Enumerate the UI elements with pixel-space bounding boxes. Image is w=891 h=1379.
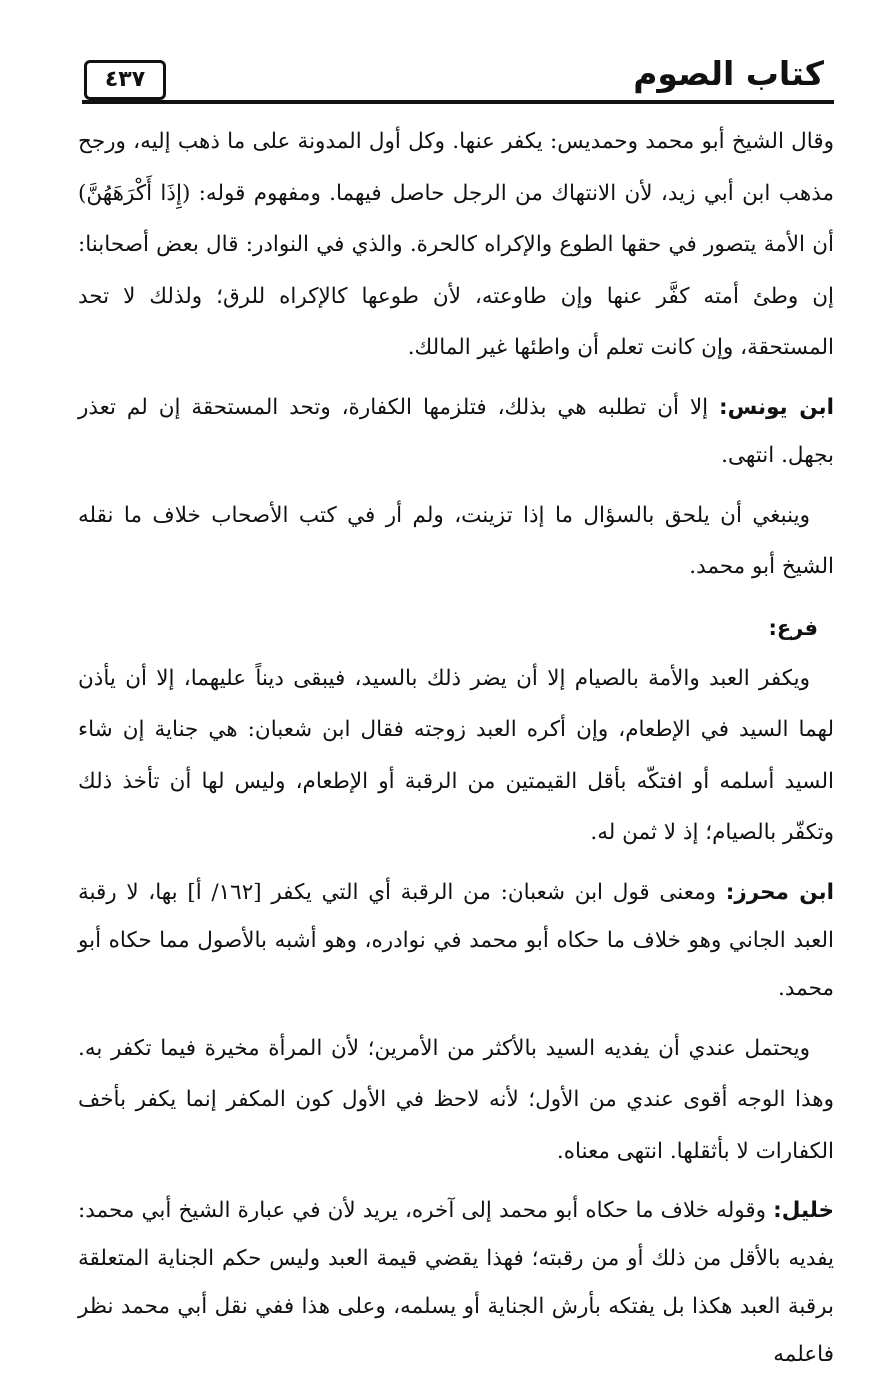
paragraph xyxy=(78,384,834,480)
paragraph xyxy=(78,653,834,859)
paragraph-text: وقوله خلاف ما حكاه أبو محمد إلى آخره، يريد لأن في عبارة الشيخ أبي محمد: يفديه بالأقل من ذلك أو من رقبته؛ فهذا يقضي قيمة العبد وليس حكم الجناية المتعلقة برقبة العبد هكذا بل يفتكه بأرش الجناية أو يسلمه، وعلى هذا ففي نقل أبي محمد نظر فاعلمه xyxy=(78,1198,834,1367)
paragraph xyxy=(78,869,834,1013)
paragraph xyxy=(78,1023,834,1178)
page-number: ٤٣٧ xyxy=(104,67,146,92)
paragraph xyxy=(78,490,834,593)
page-body xyxy=(78,116,834,1379)
paragraph-text: ويحتمل عندي أن يفديه السيد بالأكثر من الأمرين؛ لأن المرأة مخيرة فيما تكفر به. وهذا الوجه أقوى عندي من الأول؛ لأنه لاحظ في الأول كون المكفر إنما يكفر بأخف الكفارات لا بأثقلها. انتهى معناه. xyxy=(78,1035,834,1164)
paragraph-text: ومعنى قول ابن شعبان: من الرقبة أي التي يكفر [١٦٢/ أ] بها، لا رقبة العبد الجاني وهو خلاف ما حكاه أبو محمد في نوادره، وهو أشبه بالأصول مما حكاه أبو محمد. xyxy=(78,879,834,1001)
paragraph xyxy=(78,116,834,374)
running-title: كتاب الصوم xyxy=(633,54,824,93)
header-rule xyxy=(82,100,834,104)
paragraph-lead: خليل: xyxy=(773,1198,834,1223)
section-heading: فرع: xyxy=(768,615,818,640)
paragraph-lead: ابن محرز: xyxy=(725,879,834,905)
paragraph-text: ويكفر العبد والأمة بالصيام إلا أن يضر ذلك بالسيد، فيبقى ديناً عليهما، إلا أن يأذن لهما السيد في الإطعام، وإن أكره العبد زوجته فقال ابن شعبان: هي جناية إن شاء السيد أسلمه أو افتكّه بأقل القيمتين من الرقبة أو الإطعام، وليس لها أن تأخذ ذلك وتكفّر بالصيام؛ إذ لا ثمن له. xyxy=(78,665,834,845)
paragraph-text: إلا أن تطلبه هي بذلك، فتلزمها الكفارة، وتحد المستحقة إن لم تعذر بجهل. انتهى. xyxy=(78,394,834,468)
page-number-box xyxy=(84,60,166,100)
paragraph-lead: ابن يونس: xyxy=(719,394,834,420)
paragraph-text: وقال الشيخ أبو محمد وحمديس: يكفر عنها. وكل أول المدونة على ما ذهب إليه، ورجح مذهب ابن أبي زيد، لأن الانتهاك من الرجل حاصل فيهما. ومفهوم قوله: (إِذَا أَكْرَهَهُنَّ) أن الأمة يتصور في حقها الطوع والإكراه كالحرة. والذي في النوادر: قال بعض أصحابنا: إن وطئ أمته كفَّر عنها وإن طاوعته، لأن طوعها كالإكراه للرق؛ ولذلك لا تحد المستحقة، وإن كانت تعلم أن واطئها غير المالك. xyxy=(78,129,834,360)
page-header xyxy=(78,50,834,102)
book-page xyxy=(78,50,834,1367)
paragraph-text: وينبغي أن يلحق بالسؤال ما إذا تزينت، ولم أر في كتب الأصحاب خلاف ما نقله الشيخ أبو محمد. xyxy=(78,502,834,579)
paragraph xyxy=(78,1187,834,1379)
